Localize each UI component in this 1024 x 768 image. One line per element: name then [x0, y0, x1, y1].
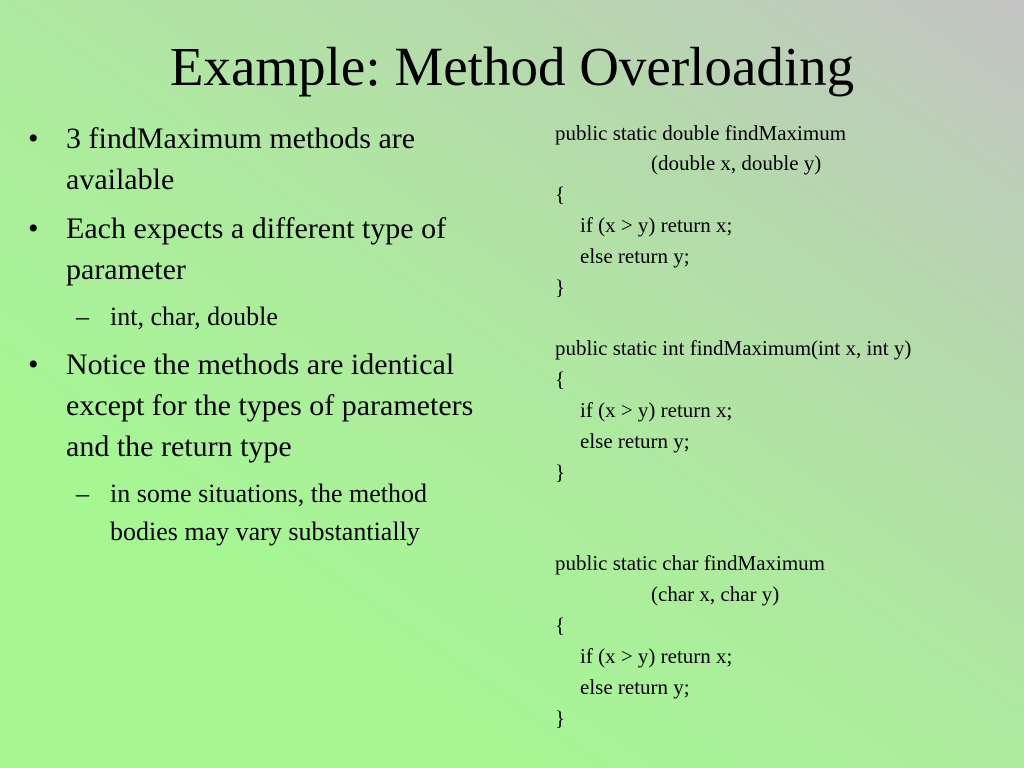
code-int-else: else return y;	[580, 429, 690, 453]
sub-bullet-symbol: –	[76, 479, 89, 508]
code-char-close-brace: }	[555, 706, 566, 730]
sub-bullet-text: int, char, double	[110, 302, 278, 331]
sub-bullet-symbol: –	[76, 302, 89, 331]
bullet-item	[24, 344, 494, 467]
bullet-symbol: •	[28, 122, 39, 155]
code-int-open-brace: {	[555, 367, 566, 391]
bullet-text: Notice the methods are identical except for the types of parameters and the return type	[66, 348, 474, 463]
bullet-symbol: •	[28, 348, 39, 381]
code-int-close-brace: }	[555, 460, 566, 484]
sub-bullet-item	[24, 298, 494, 336]
code-char-params: (char x, char y)	[651, 582, 780, 606]
bullet-text: Each expects a different type of parameter	[66, 212, 447, 286]
bullet-text: 3 findMaximum methods are available	[66, 122, 416, 196]
code-char-signature: public static char findMaximum	[555, 551, 826, 575]
code-double-open-brace: {	[555, 182, 566, 206]
code-int-if: if (x > y) return x;	[580, 398, 733, 422]
bullet-item	[24, 208, 494, 290]
code-char-if: if (x > y) return x;	[580, 644, 733, 668]
code-double-close-brace: }	[555, 275, 566, 299]
bullet-item	[24, 118, 494, 200]
code-double-params: (double x, double y)	[651, 151, 822, 175]
code-double-else: else return y;	[580, 244, 690, 268]
code-double-signature: public static double findMaximum	[555, 121, 847, 145]
code-int-signature: public static int findMaximum(int x, int y)	[555, 336, 912, 360]
code-char-else: else return y;	[580, 675, 690, 699]
sub-bullet-item	[24, 475, 494, 551]
bullet-list	[24, 118, 494, 559]
code-double-if: if (x > y) return x;	[580, 213, 733, 237]
bullet-symbol: •	[28, 212, 39, 245]
code-char-open-brace: {	[555, 613, 566, 637]
sub-bullet-text: in some situations, the method bodies may vary substantially	[110, 479, 428, 546]
slide-title: Example: Method Overloading	[169, 36, 855, 97]
